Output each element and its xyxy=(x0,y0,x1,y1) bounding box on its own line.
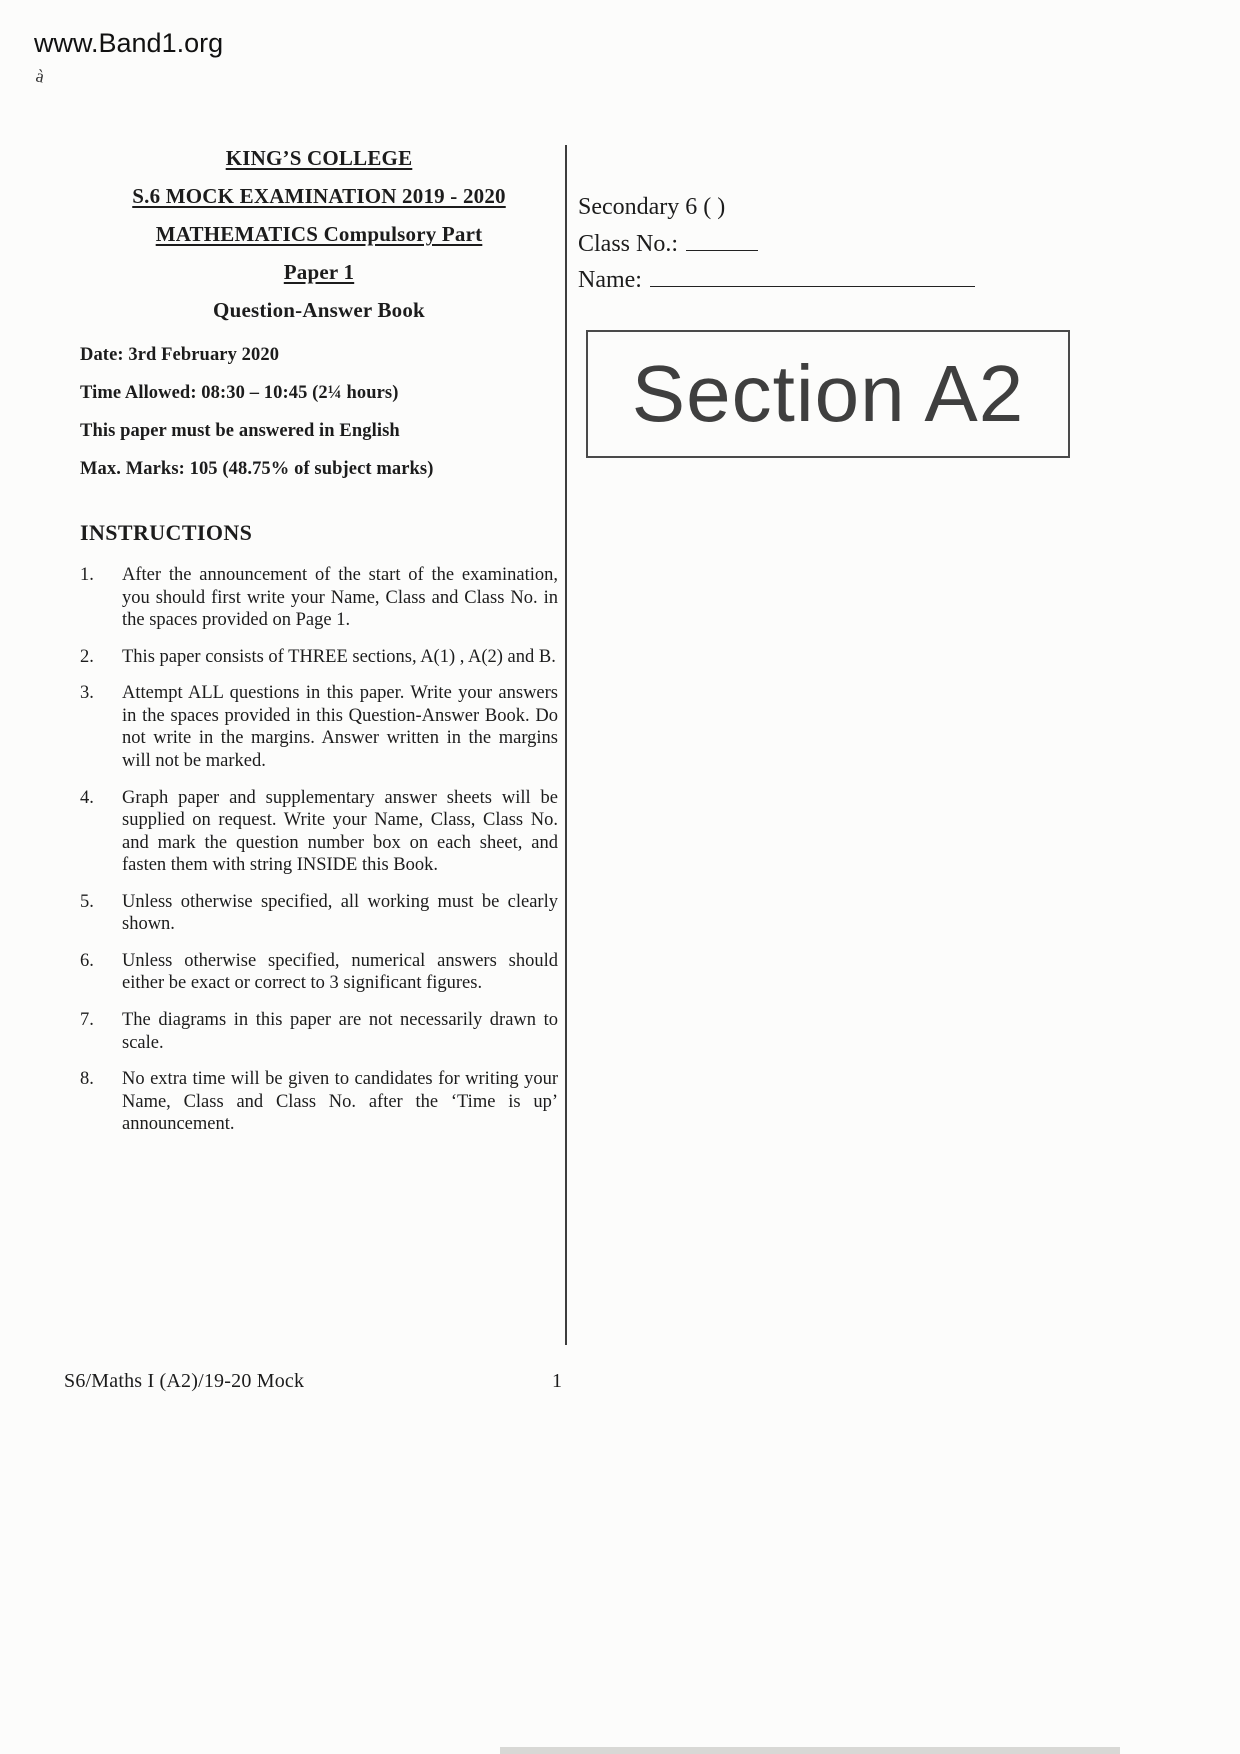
secondary-line: Secondary 6 ( ) xyxy=(578,194,726,220)
left-column xyxy=(80,146,558,1150)
instruction-text: After the announcement of the start of the examination, you should first write your Name, Class and Class No. in the spaces provided on Page 1. xyxy=(122,565,558,631)
instruction-item xyxy=(80,787,558,877)
page-number: 1 xyxy=(552,1370,562,1392)
title-block xyxy=(80,146,558,323)
paper-details xyxy=(80,345,558,480)
instruction-number: 6. xyxy=(80,950,94,971)
exam-date: Date: 3rd February 2020 xyxy=(80,345,280,365)
footer-paper-code: S6/Maths I (A2)/19-20 Mock xyxy=(64,1370,305,1392)
paper-title: Paper 1 xyxy=(283,260,355,284)
instruction-item xyxy=(80,646,558,669)
instruction-text: Unless otherwise specified, numerical answers should either be exact or correct to 3 significant figures. xyxy=(122,950,558,994)
instruction-item xyxy=(80,891,558,936)
scan-artifact: à xyxy=(34,65,47,87)
section-box xyxy=(586,330,1070,458)
watermark: www.Band1.org xyxy=(34,28,224,58)
instruction-text: The diagrams in this paper are not necessarily drawn to scale. xyxy=(122,1010,558,1053)
subject-title: MATHEMATICS Compulsory Part xyxy=(155,222,483,246)
instruction-number: 7. xyxy=(80,1010,94,1030)
language-note: This paper must be answered in English xyxy=(80,421,400,441)
instruction-item xyxy=(80,950,558,995)
exam-title: S.6 MOCK EXAMINATION 2019 - 2020 xyxy=(132,184,506,208)
class-no-label: Class No.: xyxy=(578,230,679,257)
instruction-item xyxy=(80,1009,558,1054)
instructions-title: INSTRUCTIONS xyxy=(80,520,253,545)
student-info xyxy=(578,192,975,301)
class-no-line xyxy=(578,228,975,261)
instruction-text: Unless otherwise specified, all working must be clearly shown. xyxy=(122,891,558,935)
instruction-number: 5. xyxy=(80,891,94,912)
name-line xyxy=(578,264,975,297)
instruction-item xyxy=(80,564,558,632)
max-marks: Max. Marks: 105 (48.75% of subject marks) xyxy=(80,459,434,479)
column-divider xyxy=(565,145,567,1345)
instruction-item xyxy=(80,1068,558,1136)
instruction-number: 2. xyxy=(80,646,94,667)
name-label: Name: xyxy=(578,267,642,294)
instruction-number: 1. xyxy=(80,565,94,585)
instructions-list xyxy=(80,564,558,1136)
instruction-number: 8. xyxy=(80,1069,94,1090)
instruction-number: 4. xyxy=(80,787,94,808)
scan-edge-artifact xyxy=(500,1747,1120,1754)
book-title: Question-Answer Book xyxy=(213,298,425,322)
instruction-text: This paper consists of THREE sections, A(1) , A(2) and B. xyxy=(122,646,556,667)
instruction-text: Graph paper and supplementary answer sheets will be supplied on request. Write your Name, Class, Class No. and mark the question number box on each sheet, and fasten them with string INSIDE this Book. xyxy=(122,787,558,876)
instruction-number: 3. xyxy=(80,683,94,704)
section-box-label: Section A2 xyxy=(631,349,1025,438)
class-no-blank xyxy=(686,228,758,251)
time-allowed: Time Allowed: 08:30 – 10:45 (2¼ hours) xyxy=(80,383,399,403)
instruction-text: Attempt ALL questions in this paper. Write your answers in the spaces provided in this Question-Answer Book. Do not write in the margins. Answer written in the margins will not be marked. xyxy=(122,683,558,771)
instruction-text: No extra time will be given to candidates for writing your Name, Class and Class No. after the ‘Time is up’ announcement. xyxy=(122,1069,558,1135)
instruction-item xyxy=(80,682,558,772)
name-blank xyxy=(650,264,975,287)
school-title: KING’S COLLEGE xyxy=(225,146,413,170)
